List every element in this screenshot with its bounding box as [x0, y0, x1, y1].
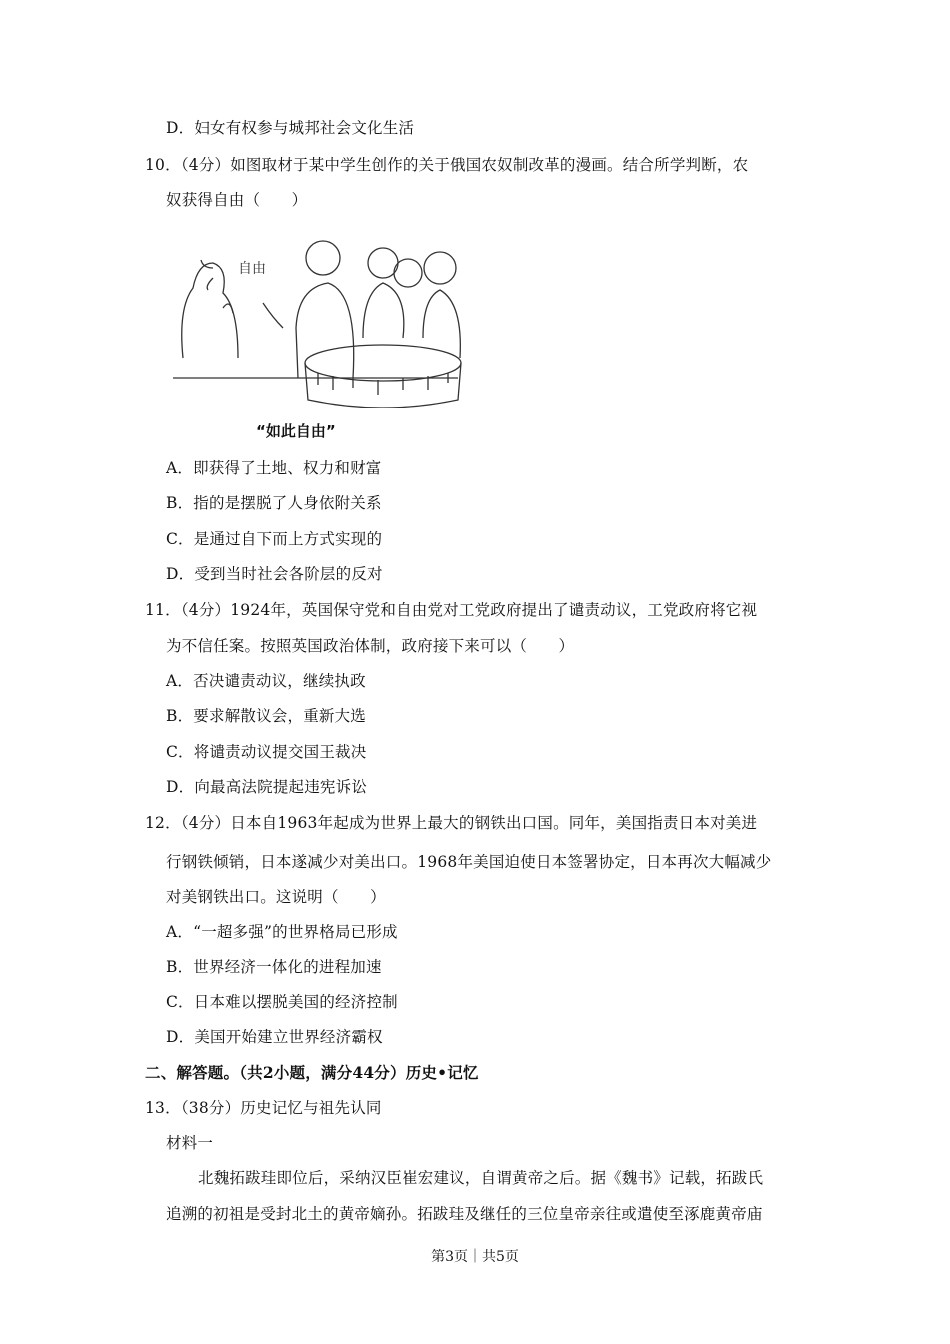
cartoon-caption: “如此自由” [256, 422, 336, 440]
q11-option-d: D．向最高法院提起违宪诉讼 [166, 778, 368, 796]
q11-stem-line1: 11．（4分）1924年，英国保守党和自由党对工党政府提出了谴责动议，工党政府将它视 [145, 601, 758, 619]
q13-stem: 13．（38分）历史记忆与祖先认同 [145, 1099, 382, 1117]
q11-stem-line2: 为不信任案。按照英国政治体制，政府接下来可以（ ） [166, 637, 575, 655]
q12-stem-line2: 行钢铁倾销，日本遂减少对美出口。1968年美国迫使日本签署协定，日本再次大幅减少 [166, 853, 772, 871]
q12-stem-line1: 12．（4分）日本自1963年起成为世界上最大的钢铁出口国。同年，美国指责日本对美进 [145, 814, 758, 832]
material-label: 材料一 [166, 1134, 214, 1152]
q9-option-d: D．妇女有权参与城邦社会文化生活 [166, 119, 415, 137]
q11-option-c: C．将谴责动议提交国王裁决 [166, 743, 367, 761]
q12-stem-line3: 对美钢铁出口。这说明（ ） [166, 888, 386, 906]
q12-option-a: A．“一超多强”的世界格局已形成 [166, 923, 398, 941]
q11-option-b: B．要求解散议会，重新大选 [166, 707, 366, 725]
serf-reform-cartoon [168, 218, 466, 408]
speech-bubble-text: 自由 [238, 261, 266, 277]
q12-option-b: B．世界经济一体化的进程加速 [166, 958, 382, 976]
q11-option-a: A．否决谴责动议，继续执政 [166, 672, 366, 690]
page-footer: 第3页｜共5页 [431, 1249, 519, 1265]
q10-stem-line1: 10．（4分）如图取材于某中学生创作的关于俄国农奴制改革的漫画。结合所学判断，农 [145, 156, 749, 174]
section-heading: 二、解答题。（共2小题，满分44分）历史•记忆 [145, 1063, 479, 1082]
q10-stem-line2: 奴获得自由（ ） [166, 191, 308, 209]
q10-option-a: A．即获得了土地、权力和财富 [166, 459, 382, 477]
q12-option-d: D．美国开始建立世界经济霸权 [166, 1028, 383, 1046]
material-para-line2: 追溯的初祖是受封北土的黄帝嫡孙。拓跋珪及继任的三位皇帝亲往或遣使至涿鹿黄帝庙 [166, 1205, 763, 1223]
material-para-line1: 北魏拓跋珪即位后，采纳汉臣崔宏建议，自谓黄帝之后。据《魏书》记载，拓跋氏 [198, 1169, 764, 1187]
q10-option-b: B．指的是摆脱了人身依附关系 [166, 494, 382, 512]
q10-option-d: D．受到当时社会各阶层的反对 [166, 565, 383, 583]
q12-option-c: C．日本难以摆脱美国的经济控制 [166, 993, 398, 1011]
q10-option-c: C．是通过自下而上方式实现的 [166, 530, 383, 548]
